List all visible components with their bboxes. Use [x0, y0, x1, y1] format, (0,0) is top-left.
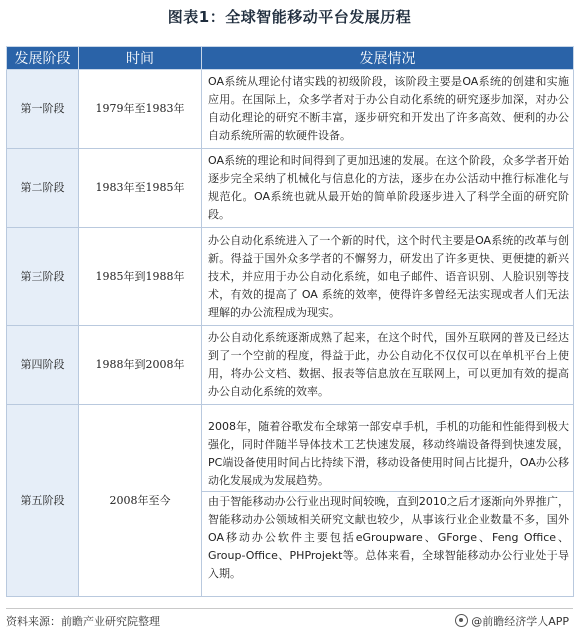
- development-table: [6, 46, 574, 597]
- stage-cell: 第四阶段: [7, 326, 79, 405]
- stage-cell: 第五阶段: [7, 405, 79, 597]
- desc-text: 办公自动化系统逐渐成熟了起来，在这个时代，国外互联网的普及已经达到了一个空前的程度，得益于此，办公自动化不仅仅可以在单机平台上使用，将办公文档、数据、报表等信息放在互联网上，可以更加有效的提高办公自动化系统的效率。: [208, 331, 569, 398]
- desc-cell: [202, 149, 574, 228]
- time-cell: 1985年到1988年: [79, 228, 202, 326]
- stage-cell: 第三阶段: [7, 228, 79, 326]
- stage-cell: 第二阶段: [7, 149, 79, 228]
- table-row: [7, 228, 574, 326]
- desc-text: 2008年，随着谷歌发布全球第一部安卓手机，手机的功能和性能得到极大强化，同时伴随半导体技术工艺快速发展，移动终端设备得到快速发展，PC端设备使用时间占比持续下滑，移动设备使用时间占比提升，OA办公移动化发展成为发展趋势。: [208, 420, 569, 487]
- time-cell: 1983年至1985年: [79, 149, 202, 228]
- table-row: [7, 405, 574, 597]
- table-row: [7, 326, 574, 405]
- desc-text: OA系统从理论付诸实践的初级阶段，该阶段主要是OA系统的创建和实施应用。在国际上，众多学者对于办公自动化系统的研究逐步加深，对办公自动化理论的研究不断丰富，逐步研究和开发出了许多高效、便利的办公自动系统所需的软硬件设备。: [208, 75, 569, 142]
- time-cell: 1979年至1983年: [79, 70, 202, 149]
- header-time: 时间: [79, 47, 202, 70]
- header-stage: 发展阶段: [7, 47, 79, 70]
- table-row: [7, 149, 574, 228]
- header-desc: 发展情况: [202, 47, 574, 70]
- desc-text: 办公自动化系统进入了一个新的时代，这个时代主要是OA系统的改革与创新。得益于国外众多学者的不懈努力，研发出了许多更快、更便捷的新兴技术，并应用于办公自动化系统，如电子邮件、语音识别、人脸识别等技术，有效的提高了 OA 系统的效率，使得许多曾经无法实现或者人们无法理解的办公流程成为现实。: [208, 233, 569, 319]
- desc-cell: [202, 405, 574, 597]
- table-row: [7, 70, 574, 149]
- desc-text: OA系统的理论和时间得到了更加迅速的发展。在这个阶段，众多学者开始逐步完全采纳了机械化与信息化的方法，逐步在办公活动中推行标准化与规范化。OA系统也就从最开始的简单阶段逐步进入了科学全面的研究阶段。: [208, 154, 569, 221]
- chart-title: 图表1：全球智能移动平台发展历程: [167, 8, 412, 26]
- time-cell: 1988年到2008年: [79, 326, 202, 405]
- table-header-row: [7, 47, 574, 70]
- desc-cell: [202, 228, 574, 326]
- brand-label: @前瞻经济学人APP: [471, 615, 569, 628]
- desc-cell: [202, 326, 574, 405]
- brand-logo-icon: [455, 614, 468, 627]
- time-cell: 2008年至今: [79, 405, 202, 597]
- desc-cell: [202, 70, 574, 149]
- desc-text: 由于智能移动办公行业出现时间较晚，直到2010之后才逐渐向外界推广，智能移动办公领域相关研究文献也较少，从事该行业企业数量不多，国外OA移动办公软件主要包括eGroupware、GForge、Feng Office、Group-Office、PHProjekt等。总体来看，全球智能移动办公行业处于导入期。: [202, 491, 573, 584]
- footer: [6, 608, 573, 631]
- stage-cell: 第一阶段: [7, 70, 79, 149]
- source-note: 资料来源：前瞻产业研究院整理: [6, 615, 160, 628]
- brand-credit: [455, 613, 569, 629]
